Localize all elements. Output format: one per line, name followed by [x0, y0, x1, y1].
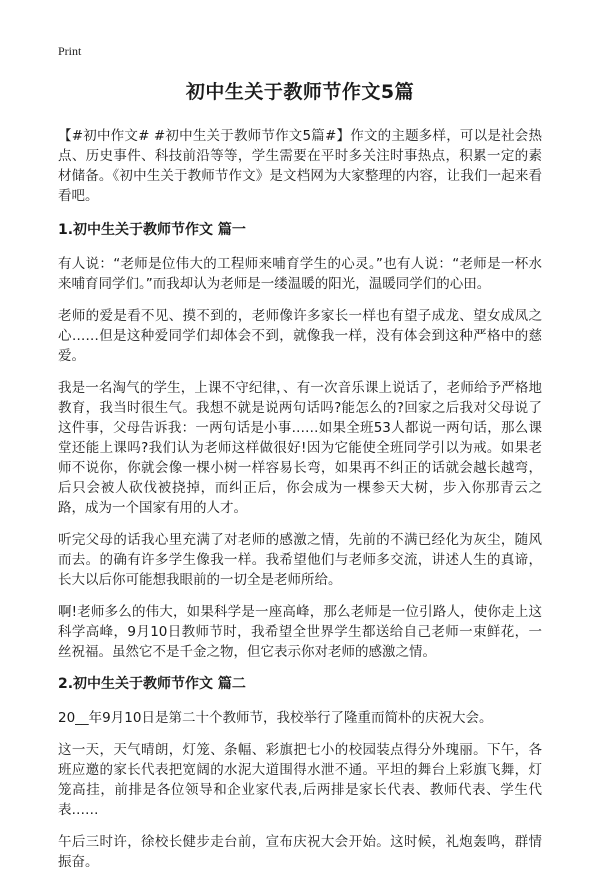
page-title: 初中生关于教师节作文5篇 — [185, 81, 415, 103]
paragraph: 老师的爱是看不见、摸不到的，老师像许多家长一样也有望子成龙、望女成凤之心……但是这种爱同学们却体会不到，就像我一样，没有体会到这种严格中的慈爱。 — [58, 308, 542, 364]
section-heading: 1.初中生关于教师节作文 篇一 — [58, 222, 246, 238]
paragraph: 听完父母的话我心里充满了对老师的感激之情，先前的不满已经化为灰尘，随风而去。的确有许多学生像我一样。我希望他们与老师多交流，讲述人生的真谛，长大以后你可能想我眼前的一切全是老师所给。 — [58, 532, 542, 588]
paragraph: 啊!老师多么的伟大，如果科学是一座高峰，那么老师是一位引路人，使你走上这科学高峰，9月10日教师节时，我希望全世界学生都送给自己老师一束鲜花，一丝祝福。虽然它不是千金之物，但它表示你对老师的感激之情。 — [58, 604, 542, 660]
paragraph: 20__年9月10日是第二十个教师节，我校举行了隆重而简朴的庆祝大会。 — [58, 710, 493, 726]
section-heading: 2.初中生关于教师节作文 篇二 — [58, 676, 246, 692]
paragraph: 这一天，天气晴朗，灯笼、条幅、彩旗把七小的校园装点得分外瑰丽。下午，各班应邀的家长代表把宽阔的水泥大道围得水泄不通。平坦的舞台上彩旗飞舞，灯笼高挂，前排是各位领导和企业家代表,后两排是家长代表、教师代表、学生代表…… — [58, 742, 542, 818]
paragraph: 我是一名淘气的学生，上课不守纪律，、有一次音乐课上说话了，老师给予严格地教育，我当时很生气。我想不就是说两句话吗?能怎么的?回家之后我对父母说了这件事，父母告诉我：一两句话是小事……如果全班53人都说一两句话，那么课堂还能上课吗?我们认为老师这样做很好!因为它能使全班同学引以为戒。如果老师不说你，你就会像一棵小树一样容易长弯，如果再不纠正的话就会越长越弯，后只会被人砍伐被挠掉，而纠正后，你会成为一棵参天大树，步入你那青云之路，成为一个国家有用的人才。 — [58, 380, 542, 516]
paragraph: 有人说：“老师是位伟大的工程师来哺育学生的心灵。”也有人说：“老师是一杯水来哺育同学们。”而我却认为老师是一缕温暖的阳光，温暖同学们的心田。 — [58, 256, 542, 292]
paragraph: 午后三时许，徐校长健步走台前，宣布庆祝大会开始。这时候，礼炮轰鸣，群情振奋。 — [58, 834, 542, 870]
intro-paragraph: 【#初中作文# #初中生关于教师节作文5篇#】作文的主题多样，可以是社会热点、历史事件、科技前沿等等，学生需要在平时多关注时事热点，积累一定的素材储备。《初中生关于教师节作文》是文档网为大家整理的内容，让我们一起来看看吧。 — [58, 128, 542, 204]
section-2 — [58, 674, 542, 872]
section-1 — [58, 220, 542, 662]
print-label: Print — [58, 44, 82, 58]
